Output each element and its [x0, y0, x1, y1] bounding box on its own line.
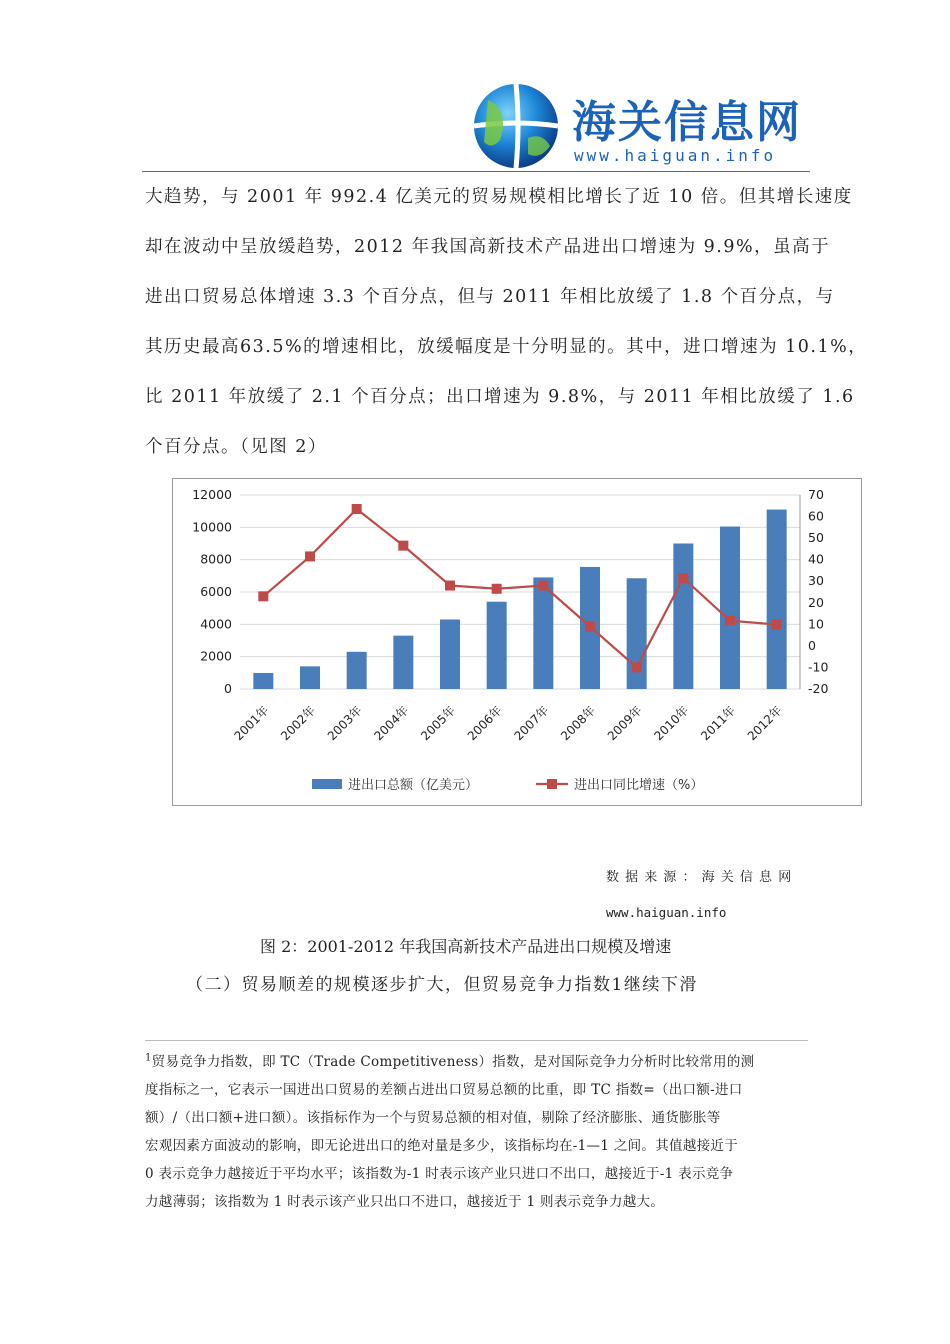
body-line-6: 个百分点。（见图 2） — [145, 437, 327, 457]
x-axis-tick-label: 2009年 — [604, 703, 645, 744]
line-point — [445, 581, 455, 591]
left-axis-tick-label: 2000 — [200, 648, 232, 664]
logo-title: 海关信息网 — [572, 97, 802, 148]
footnote-line-4: 宏观因素方面波动的影响，即无论进出口的绝对量是多少，该指标均在-1—1 之间。其值越接近于 — [145, 1138, 739, 1154]
x-axis-tick-label: 2011年 — [698, 703, 739, 744]
left-axis-tick-label: 8000 — [200, 551, 232, 567]
x-axis-tick-label: 2007年 — [511, 703, 552, 744]
body-line-3: 进出口贸易总体增速 3.3 个百分点，但与 2011 年相比放缓了 1.8 个百分点，与 — [145, 287, 835, 307]
bar — [533, 577, 553, 689]
bar — [720, 527, 740, 689]
line-point — [585, 621, 595, 631]
left-axis-tick-label: 0 — [224, 681, 232, 696]
x-axis-tick-label: 2012年 — [744, 703, 785, 744]
line-point — [678, 573, 688, 583]
right-axis-tick-label: 40 — [808, 551, 824, 567]
bar — [393, 636, 413, 689]
body-line-5: 比 2011 年放缓了 2.1 个百分点；出口增速为 9.8%，与 2011 年相比放缓了 1.6 — [145, 387, 855, 407]
figure-2-chart — [172, 478, 862, 806]
legend-swatch-marker — [547, 779, 557, 789]
x-axis-tick-label: 2004年 — [371, 703, 412, 744]
line-point — [352, 504, 362, 514]
site-logo — [470, 80, 810, 172]
legend-swatch-bar — [312, 779, 342, 789]
globe-icon — [470, 80, 566, 172]
x-axis-tick-label: 2005年 — [418, 703, 459, 744]
header-divider — [142, 171, 810, 172]
bar — [487, 602, 507, 689]
line-point — [725, 616, 735, 626]
legend-label-bar: 进出口总额（亿美元） — [348, 778, 479, 793]
x-axis-tick-label: 2010年 — [651, 703, 692, 744]
footnote-line-1 — [145, 1050, 810, 1070]
footnote-mark: 1 — [145, 1052, 152, 1064]
footnote-line-3: 额）/（出口额+进口额）。该指标作为一个与贸易总额的相对值，剔除了经济膨胀、通货膨胀等 — [145, 1110, 721, 1126]
left-axis-tick-label: 4000 — [200, 616, 232, 632]
x-axis-tick-label: 2006年 — [464, 703, 505, 744]
x-axis-tick-label: 2001年 — [231, 703, 272, 744]
right-axis-tick-label: 50 — [808, 530, 824, 546]
right-axis-tick-label: 0 — [808, 637, 816, 653]
bar — [673, 544, 693, 690]
line-point — [492, 584, 502, 594]
x-axis-tick-label: 2008年 — [558, 703, 599, 744]
body-line-2: 却在波动中呈放缓趋势，2012 年我国高新技术产品进出口增速为 9.9%，虽高于 — [145, 237, 831, 257]
line-point — [398, 541, 408, 551]
source-url: www.haiguan.info — [606, 905, 727, 920]
bar — [300, 666, 320, 689]
line-point — [632, 662, 642, 672]
logo-url: www.haiguan.info — [574, 146, 777, 165]
right-axis-tick-label: -20 — [808, 681, 829, 696]
x-axis-tick-label: 2002年 — [278, 703, 319, 744]
bar — [253, 673, 273, 689]
right-axis-tick-label: -10 — [808, 659, 829, 675]
line-point — [258, 591, 268, 601]
line-point — [772, 620, 782, 630]
section-subheading: （二）贸易顺差的规模逐步扩大，但贸易竞争力指数1继续下滑 — [186, 975, 698, 995]
footnote-divider — [145, 1040, 808, 1041]
figure-caption: 图 2：2001-2012 年我国高新技术产品进出口规模及增速 — [260, 937, 672, 956]
source-label: 数 据 来 源 ： 海 关 信 息 网 — [606, 870, 793, 885]
right-axis-tick-label: 10 — [808, 616, 824, 632]
body-line-1: 大趋势，与 2001 年 992.4 亿美元的贸易规模相比增长了近 10 倍。但其增长速度 — [145, 187, 853, 207]
footnote-line-5: 0 表示竞争力越接近于平均水平；该指数为-1 时表示该产业只进口不出口，越接近于-1 表示竞争 — [145, 1166, 734, 1182]
body-line-4: 其历史最高63.5%的增速相比，放缓幅度是十分明显的。其中，进口增速为 10.1%， — [145, 337, 868, 357]
line-point — [538, 581, 548, 591]
x-axis-tick-label: 2003年 — [324, 703, 365, 744]
left-axis-tick-label: 12000 — [192, 487, 232, 502]
bar — [347, 652, 367, 689]
bar — [767, 510, 787, 689]
footnote-line-6: 力越薄弱；该指数为 1 时表示该产业只出口不进口，越接近于 1 则表示竞争力越大。 — [145, 1194, 665, 1210]
left-axis-tick-label: 6000 — [200, 584, 232, 599]
right-axis-tick-label: 30 — [808, 573, 824, 589]
right-axis-tick-label: 60 — [808, 508, 824, 524]
left-axis-tick-label: 10000 — [192, 519, 232, 535]
footnote-text-1: 贸易竞争力指数，即 TC（Trade Competitiveness）指数，是对国际竞争力分析时比较常用的测 — [151, 1054, 755, 1070]
right-axis-tick-label: 70 — [808, 487, 824, 502]
legend-label-line: 进出口同比增速（%） — [574, 778, 704, 793]
bar — [440, 619, 460, 689]
right-axis-tick-label: 20 — [808, 594, 824, 610]
line-point — [305, 551, 315, 561]
chart-svg — [172, 478, 862, 806]
footnote-line-2: 度指标之一，它表示一国进出口贸易的差额占进出口贸易总额的比重，即 TC 指数=（出口额-进口 — [145, 1082, 743, 1098]
